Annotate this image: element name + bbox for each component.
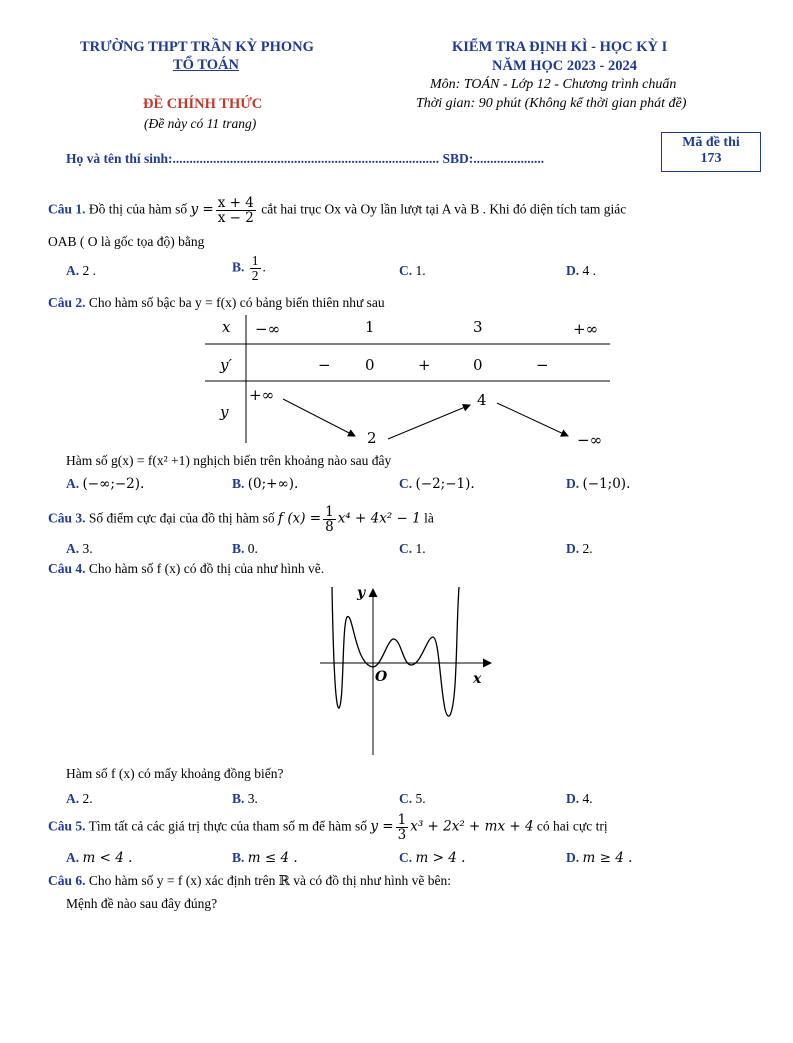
q4-option-c-text: 5. xyxy=(415,791,426,806)
q3-option-c-text: 1. xyxy=(415,541,426,556)
q3-option-c xyxy=(399,541,426,557)
q2-text2: Hàm số g(x) = f(x² +1) nghịch biến trên khoảng nào sau đây xyxy=(66,453,392,468)
q3-fraction xyxy=(323,505,336,534)
q3-frac-num: 1 xyxy=(325,504,334,520)
q3-option-b-text: 0. xyxy=(247,541,258,556)
q1-func-lhs: y = xyxy=(190,201,214,218)
vt-x-val-3: 3 xyxy=(473,318,483,336)
q1-option-c-text: 1. xyxy=(415,263,426,278)
q4-stem xyxy=(48,561,324,577)
time-line: Thời gian: 90 phút (Không kể thời gian phát đề) xyxy=(416,96,687,111)
q1-option-b-fraction xyxy=(250,254,261,283)
q6-text2: Mệnh đề nào sau đây đúng? xyxy=(66,896,218,911)
vt-x-label: x xyxy=(222,318,231,336)
q2-option-a-label: A. xyxy=(66,476,80,491)
q2-option-d xyxy=(566,476,630,492)
q1-option-d xyxy=(566,263,596,279)
exam-code-label: Mã đề thi xyxy=(682,135,740,150)
vt-yp-val-3: + xyxy=(418,356,431,374)
q1-option-d-text: 4 . xyxy=(582,263,596,278)
vt-yp-val-2: 0 xyxy=(365,356,375,374)
school-name: TRƯỜNG THPT TRẦN KỲ PHONG xyxy=(80,39,314,55)
q5-option-b xyxy=(232,850,298,866)
q5-stem xyxy=(48,813,608,842)
q4-option-d-text: 4. xyxy=(582,791,593,806)
exam-title: KIỂM TRA ĐỊNH KÌ - HỌC KỲ I xyxy=(452,39,668,55)
q1-option-d-label: D. xyxy=(566,263,580,278)
q4-option-c-label: C. xyxy=(399,791,413,806)
q6-text: Cho hàm số y = f (x) xác định trên ℝ và có đồ thị như hình vẽ bên: xyxy=(88,873,451,888)
vt-x-val-2: 1 xyxy=(365,318,375,336)
q5-option-b-label: B. xyxy=(232,850,245,865)
q4-option-b xyxy=(232,791,258,807)
q2-option-b-text: (0;+∞). xyxy=(247,476,299,492)
q5-fraction xyxy=(396,813,409,842)
q5-option-d-text: m ≥ 4 . xyxy=(582,850,633,866)
q1-func-den: x − 2 xyxy=(217,210,254,226)
q5-frac-num: 1 xyxy=(397,812,407,828)
school-year: NĂM HỌC 2023 - 2024 xyxy=(492,58,637,74)
q5-option-c-text: m > 4 . xyxy=(415,850,466,866)
q2-stem xyxy=(48,295,385,311)
q4-option-b-text: 3. xyxy=(247,791,258,806)
vt-arrow-down-2 xyxy=(497,403,568,436)
q5-label: Câu 5. xyxy=(48,818,86,834)
q4-x-axis-label: x xyxy=(473,671,482,687)
q4-origin-label: O xyxy=(375,669,388,685)
vt-y-val-2: 2 xyxy=(367,429,377,447)
q5-text-a: Tìm tất cả các giá trị thực của tham số m để hàm số xyxy=(88,818,368,834)
vt-y-val-1: +∞ xyxy=(249,386,275,404)
q1-option-a-text: 2 . xyxy=(82,263,96,278)
q5-option-a xyxy=(66,850,132,866)
q5-option-a-text: m < 4 . xyxy=(82,850,133,866)
q5-option-a-label: A. xyxy=(66,850,80,865)
q4-label: Câu 4. xyxy=(48,561,86,576)
vt-arrow-down-1 xyxy=(283,399,355,436)
q2-option-a xyxy=(66,476,144,492)
vt-yp-label: y′ xyxy=(220,356,232,374)
variation-table xyxy=(205,315,625,450)
q1-option-a xyxy=(66,263,96,279)
q2-option-b-label: B. xyxy=(232,476,245,491)
q1-option-b-num: 1 xyxy=(251,253,259,268)
q2-label: Câu 2. xyxy=(48,295,86,310)
q1-text-c: OAB ( O là gốc tọa độ) bằng xyxy=(48,234,205,249)
q6-stem xyxy=(48,873,451,889)
q5-option-d-label: D. xyxy=(566,850,580,865)
vt-y-label: y xyxy=(220,403,229,421)
q4-text: Cho hàm số f (x) có đồ thị của như hình vẽ. xyxy=(88,561,325,576)
q1-option-a-label: A. xyxy=(66,263,80,278)
q2-option-c-label: C. xyxy=(399,476,413,491)
student-info-line: Họ và tên thí sinh:............................................................................... SBD:..................... xyxy=(66,151,545,166)
q5-option-c-label: C. xyxy=(399,850,413,865)
q3-label: Câu 3. xyxy=(48,510,86,526)
q3-option-a xyxy=(66,541,93,557)
department: TỔ TOÁN xyxy=(173,57,239,73)
official-label: ĐỀ CHÍNH THỨC xyxy=(143,96,263,112)
vt-yp-val-1: − xyxy=(318,356,331,374)
q3-stem xyxy=(48,505,434,534)
q2-option-b xyxy=(232,476,298,492)
q2-option-a-text: (−∞;−2). xyxy=(82,476,145,492)
q2-option-c-text: (−2;−1). xyxy=(415,476,475,492)
q4-curve xyxy=(332,587,459,716)
subject-line: Môn: TOÁN - Lớp 12 - Chương trình chuẩn xyxy=(430,77,677,92)
q5-frac-den: 3 xyxy=(397,827,407,843)
q3-option-b xyxy=(232,541,258,557)
q4-y-axis-label: y xyxy=(357,585,366,601)
vt-yp-val-4: 0 xyxy=(473,356,483,374)
vt-arrow-up xyxy=(388,405,470,439)
q4-option-a xyxy=(66,791,93,807)
q1-option-c xyxy=(399,263,426,279)
exam-code-value: 173 xyxy=(700,151,722,166)
q2-option-c xyxy=(399,476,475,492)
q3-text-b: là xyxy=(424,510,434,526)
q5-func-tail: x³ + 2x² + mx + 4 xyxy=(410,818,534,835)
q2-text: Cho hàm số bậc ba y = f(x) có bảng biến thiên như sau xyxy=(88,295,385,310)
q1-text-a: Đồ thị của hàm số xyxy=(88,201,188,217)
pages-note: (Đề này có 11 trang) xyxy=(144,116,257,131)
q4-text2: Hàm số f (x) có mấy khoảng đồng biến? xyxy=(66,766,284,781)
q4-option-a-label: A. xyxy=(66,791,80,806)
q3-frac-den: 8 xyxy=(325,519,334,535)
q1-text-b: cắt hai trục Ox và Oy lần lượt tại A và B . Khi đó diện tích tam giác xyxy=(261,201,627,217)
exam-code-box xyxy=(661,132,761,172)
q5-text-b: có hai cực trị xyxy=(536,818,608,834)
q6-label: Câu 6. xyxy=(48,873,86,888)
q3-option-d xyxy=(566,541,593,557)
q1-option-b-den: 2 xyxy=(251,268,259,283)
vt-y-val-4: −∞ xyxy=(577,431,603,449)
q3-func-tail: x⁴ + 4x² − 1 xyxy=(337,510,421,527)
q3-text-a: Số điểm cực đại của đồ thị hàm số xyxy=(88,510,275,526)
q4-option-a-text: 2. xyxy=(82,791,93,806)
q1-label: Câu 1. xyxy=(48,201,86,217)
q4-option-d-label: D. xyxy=(566,791,580,806)
q3-option-d-text: 2. xyxy=(582,541,593,556)
q1-func-fraction xyxy=(216,196,256,225)
q4-option-c xyxy=(399,791,426,807)
q5-option-c xyxy=(399,850,465,866)
q1-option-b xyxy=(232,254,266,283)
q1-func-num: x + 4 xyxy=(217,195,254,211)
q2-option-d-text: (−1;0). xyxy=(582,476,631,492)
q5-func-lhs: y = xyxy=(370,818,394,835)
vt-yp-val-5: − xyxy=(536,356,549,374)
vt-x-val-1: −∞ xyxy=(255,320,281,338)
q2-option-d-label: D. xyxy=(566,476,580,491)
q3-func-lhs: f (x) = xyxy=(278,510,322,527)
q3-option-a-text: 3. xyxy=(82,541,93,556)
q5-option-b-text: m ≤ 4 . xyxy=(247,850,298,866)
q3-option-b-label: B. xyxy=(232,541,245,556)
q4-function-graph xyxy=(315,585,495,757)
vt-x-val-4: +∞ xyxy=(573,320,599,338)
q1-option-c-label: C. xyxy=(399,263,413,278)
q4-option-b-label: B. xyxy=(232,791,245,806)
q1-option-b-label: B. xyxy=(232,259,245,275)
q1-option-b-tail: . xyxy=(262,259,266,275)
q3-option-c-label: C. xyxy=(399,541,413,556)
q3-option-d-label: D. xyxy=(566,541,580,556)
q3-option-a-label: A. xyxy=(66,541,80,556)
vt-y-val-3: 4 xyxy=(477,391,487,409)
q5-option-d xyxy=(566,850,632,866)
q1-stem xyxy=(48,196,626,225)
q4-option-d xyxy=(566,791,593,807)
